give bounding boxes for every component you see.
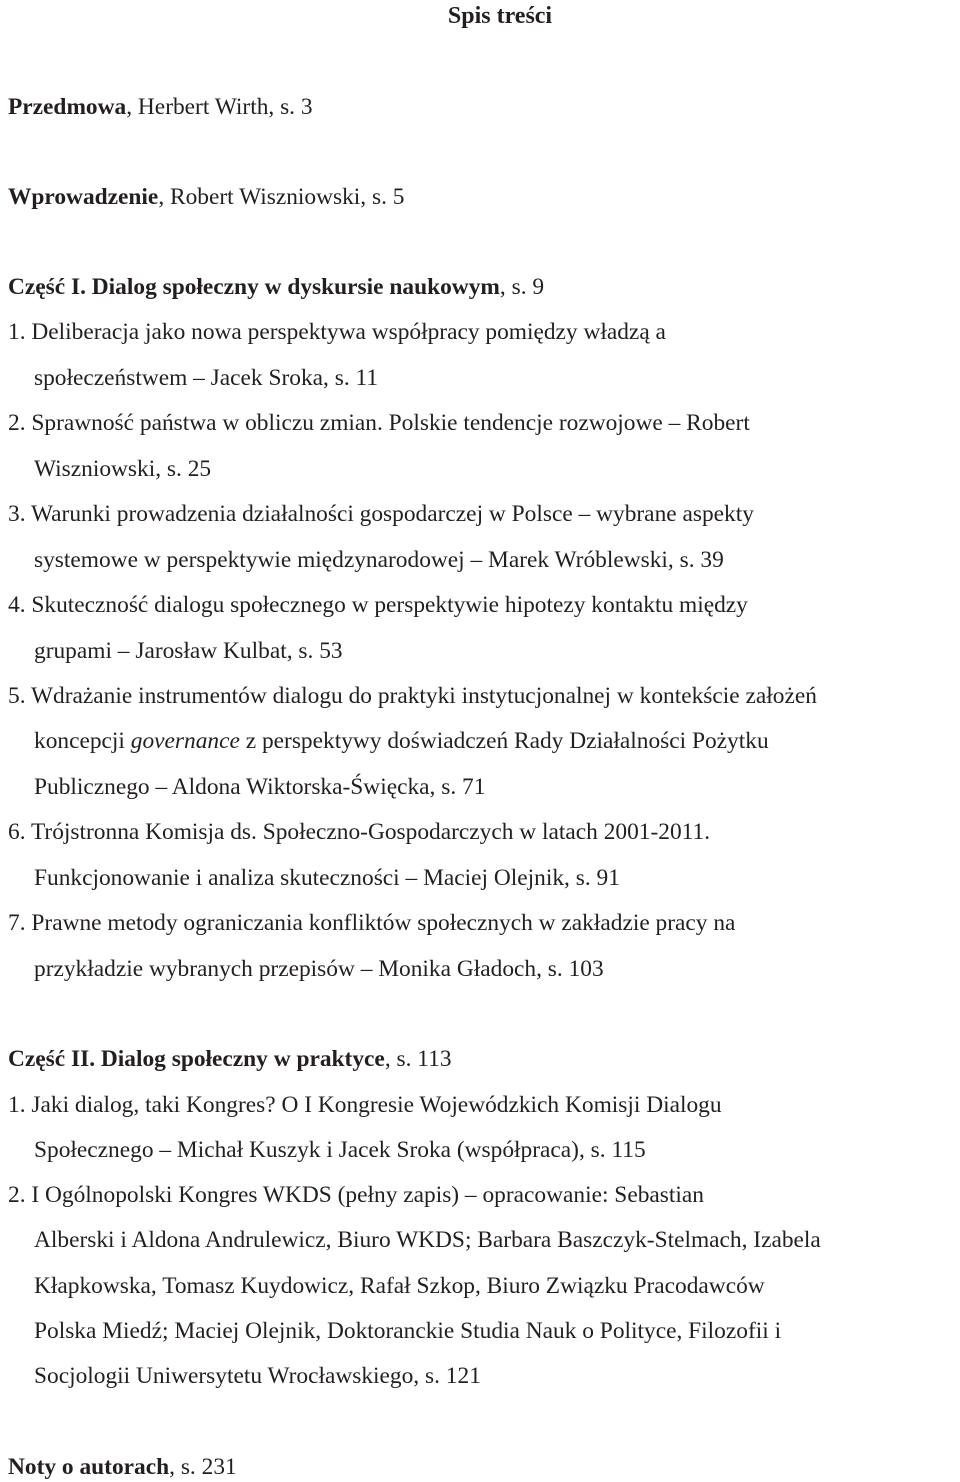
chapter-line [34,727,769,755]
part-title: Część II. Dialog społeczny w praktyce [8,1046,385,1072]
toc-entry-author-notes [8,1453,237,1481]
entry-detail: , s. 231 [169,1454,237,1480]
toc-entry-introduction [8,183,405,211]
line-text: z perspektywy doświadczeń Rady Działalności Pożytku [239,728,769,754]
chapter-line: Funkcjonowanie i analiza skuteczności – Maciej Olejnik, s. 91 [34,865,620,891]
italic-term: governance [130,728,240,754]
chapter-line: Publicznego – Aldona Wiktorska-Święcka, s. 71 [34,774,486,800]
chapter-line: Wiszniowski, s. 25 [34,456,212,482]
entry-detail: , Herbert Wirth, s. 3 [126,94,313,120]
chapter-line: Alberski i Aldona Andrulewicz, Biuro WKDS; Barbara Baszczyk-Stelmach, Izabela [34,1227,821,1253]
part-heading [8,1045,452,1073]
entry-detail: , Robert Wiszniowski, s. 5 [158,184,405,210]
chapter-line: 7. Prawne metody ograniczania konfliktów społecznych w zakładzie pracy na [8,910,736,936]
chapter-line: Polska Miedź; Maciej Olejnik, Doktoranckie Studia Nauk o Polityce, Filozofii i [34,1318,782,1344]
chapter-line: grupami – Jarosław Kulbat, s. 53 [34,638,343,664]
part-page: , s. 9 [499,274,545,300]
part-heading [8,273,544,301]
chapter-line: społeczeństwem – Jacek Sroka, s. 11 [34,365,379,391]
toc-entry-preface [8,93,313,121]
chapter-line: 1. Deliberacja jako nowa perspektywa współpracy pomiędzy władzą a [8,319,666,345]
line-text: koncepcji [34,728,131,754]
chapter-line: 1. Jaki dialog, taki Kongres? O I Kongresie Wojewódzkich Komisji Dialogu [8,1092,722,1118]
chapter-line: Społecznego – Michał Kuszyk i Jacek Sroka (współpraca), s. 115 [34,1137,646,1163]
part-page: , s. 113 [384,1046,452,1072]
chapter-line: 6. Trójstronna Komisja ds. Społeczno-Gospodarczych w latach 2001-2011. [8,819,711,845]
entry-label: Przedmowa [8,94,127,120]
chapter-line: 2. I Ogólnopolski Kongres WKDS (pełny zapis) – opracowanie: Sebastian [8,1182,704,1208]
part-title: Część I. Dialog społeczny w dyskursie naukowym [8,274,500,300]
entry-label: Wprowadzenie [8,184,159,210]
chapter-line: przykładzie wybranych przepisów – Monika Gładoch, s. 103 [34,956,604,982]
page-title: Spis treści [447,3,553,29]
chapter-line: 4. Skuteczność dialogu społecznego w perspektywie hipotezy kontaktu między [8,592,748,618]
chapter-line: 2. Sprawność państwa w obliczu zmian. Polskie tendencje rozwojowe – Robert [8,410,750,436]
chapter-line: 5. Wdrażanie instrumentów dialogu do praktyki instytucjonalnej w kontekście założeń [8,683,817,709]
chapter-line: Socjologii Uniwersytetu Wrocławskiego, s. 121 [34,1363,481,1389]
chapter-line: Kłapkowska, Tomasz Kuydowicz, Rafał Szkop, Biuro Związku Pracodawców [34,1273,765,1299]
entry-label: Noty o autorach [8,1454,170,1480]
chapter-line: systemowe w perspektywie międzynarodowej – Marek Wróblewski, s. 39 [34,547,724,573]
chapter-line: 3. Warunki prowadzenia działalności gospodarczej w Polsce – wybrane aspekty [8,501,754,527]
